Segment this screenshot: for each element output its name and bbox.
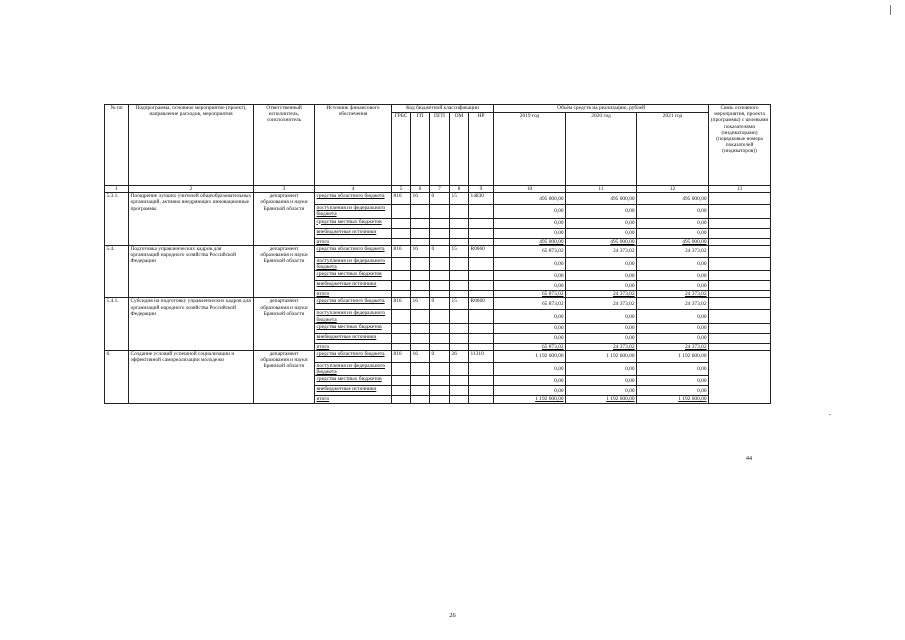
code-cell-empty — [411, 218, 430, 228]
code-cell-empty — [392, 323, 411, 333]
amount-cell: 0,00 — [637, 376, 709, 386]
header-source: Источник финансового обеспечения — [315, 105, 392, 186]
code-cell-empty — [450, 257, 469, 270]
header-grbs: ГРБС — [392, 113, 411, 186]
code-cell-empty — [411, 238, 430, 245]
code-cell-empty — [450, 386, 469, 396]
code-cell-empty — [469, 363, 494, 376]
code-cell-empty — [392, 271, 411, 281]
amount-cell: 1 192 600,00 — [637, 351, 709, 363]
code-cell-empty — [469, 257, 494, 270]
code-cell-empty — [469, 271, 494, 281]
table-row — [105, 193, 771, 205]
amount-cell: 0,00 — [566, 386, 637, 396]
amount-cell: 24 373,02 — [637, 291, 709, 298]
responsible-executor: департамент образования и науки Брянской области — [254, 245, 315, 298]
code-nr: R0660 — [469, 298, 494, 310]
code-cell-empty — [392, 396, 411, 403]
code-cell-empty — [430, 333, 450, 343]
column-number: 1 — [105, 186, 129, 193]
indicator-link-cell — [709, 323, 771, 333]
code-cell-empty — [430, 238, 450, 245]
code-grbs: 816 — [392, 351, 411, 363]
code-gp: 16 — [411, 193, 430, 205]
amount-cell: 0,00 — [566, 323, 637, 333]
code-cell-empty — [392, 238, 411, 245]
header-pgp: ПГП — [430, 113, 450, 186]
code-cell-empty — [430, 343, 450, 350]
code-om: 15 — [450, 193, 469, 205]
header-nr: НР — [469, 113, 494, 186]
header-year-2020: 2020 год — [566, 113, 637, 186]
indicator-link-cell — [709, 257, 771, 270]
funding-source: внебюджетные источники — [315, 281, 392, 291]
amount-cell: 1 192 600,00 — [566, 351, 637, 363]
amount-cell: 24 373,02 — [566, 291, 637, 298]
funding-source: средства местных бюджетов — [315, 376, 392, 386]
column-number: 5 — [392, 186, 411, 193]
indicator-link-cell — [709, 291, 771, 298]
code-cell-empty — [469, 218, 494, 228]
row-number: 6. — [105, 351, 129, 404]
amount-cell: 65 873,02 — [494, 245, 566, 257]
amount-cell: 495 000,00 — [566, 193, 637, 205]
indicator-link-number: 44 — [746, 456, 752, 462]
indicator-link-cell — [709, 228, 771, 238]
amount-cell: 0,00 — [494, 323, 566, 333]
code-cell-empty — [430, 376, 450, 386]
amount-cell: 0,00 — [637, 257, 709, 270]
code-cell-empty — [392, 218, 411, 228]
column-number: 2 — [129, 186, 254, 193]
code-cell-empty — [430, 310, 450, 323]
indicator-link-cell — [709, 218, 771, 228]
budget-table-body — [105, 193, 771, 403]
code-cell-empty — [450, 333, 469, 343]
amount-cell: 495 000,00 — [494, 193, 566, 205]
amount-cell: 0,00 — [637, 363, 709, 376]
code-nr: R0660 — [469, 245, 494, 257]
code-cell-empty — [430, 396, 450, 403]
code-cell-empty — [411, 257, 430, 270]
amount-cell: 0,00 — [566, 257, 637, 270]
code-cell-empty — [430, 257, 450, 270]
amount-cell: 0,00 — [566, 271, 637, 281]
code-cell-empty — [469, 376, 494, 386]
amount-cell: 0,00 — [566, 376, 637, 386]
row-number: 5.4.1. — [105, 298, 129, 351]
measure-name: Субсидия на подготовку управленческих кадров для организаций народного хозяйства Российской Федерации — [129, 298, 254, 351]
table-row — [105, 245, 771, 257]
funding-source: поступления из федерального бюджета — [315, 310, 392, 323]
amount-cell: 0,00 — [494, 228, 566, 238]
indicator-link-cell — [709, 205, 771, 218]
amount-cell: 1 192 600,00 — [637, 396, 709, 403]
amount-cell: 65 873,02 — [494, 343, 566, 350]
header-amount: Объём средств на реализацию, рублей — [494, 105, 709, 113]
measure-name: Подготовка управленческих кадров для организаций народного хозяйства Российской Федерации — [129, 245, 254, 298]
amount-cell: 0,00 — [494, 281, 566, 291]
scan-speck — [829, 414, 831, 415]
amount-cell: 65 873,02 — [494, 291, 566, 298]
header-om: ОМ — [450, 113, 469, 186]
funding-source: поступления из федерального бюджета — [315, 205, 392, 218]
header-gp: ГП — [411, 113, 430, 186]
column-number-row — [105, 186, 771, 193]
column-number: 9 — [469, 186, 494, 193]
page-number: 26 — [449, 612, 456, 619]
amount-cell: 0,00 — [566, 218, 637, 228]
code-cell-empty — [411, 205, 430, 218]
code-om: 26 — [450, 351, 469, 363]
code-cell-empty — [392, 333, 411, 343]
funding-source: средства местных бюджетов — [315, 323, 392, 333]
code-cell-empty — [450, 310, 469, 323]
code-cell-empty — [411, 291, 430, 298]
code-cell-empty — [392, 310, 411, 323]
amount-cell: 0,00 — [637, 386, 709, 396]
code-nr: 14830 — [469, 193, 494, 205]
code-cell-empty — [392, 376, 411, 386]
code-cell-empty — [392, 291, 411, 298]
indicator-link-cell — [709, 245, 771, 257]
code-cell-empty — [469, 343, 494, 350]
amount-cell: 0,00 — [637, 281, 709, 291]
amount-cell: 0,00 — [494, 333, 566, 343]
header-exec: Ответственный исполнитель, соисполнитель — [254, 105, 315, 186]
funding-source: итого — [315, 291, 392, 298]
amount-cell: 0,00 — [494, 205, 566, 218]
indicator-link-cell — [709, 343, 771, 350]
amount-cell: 495 000,00 — [494, 238, 566, 245]
code-cell-empty — [450, 363, 469, 376]
code-cell-empty — [392, 363, 411, 376]
header-code: Код бюджетной классификации — [392, 105, 494, 113]
code-cell-empty — [469, 323, 494, 333]
column-number: 11 — [566, 186, 637, 193]
measure-name: Создание условий успешной социализации и эффективной самореализации молодежи — [129, 351, 254, 404]
row-number: 5.4. — [105, 245, 129, 298]
amount-cell: 24 373,02 — [637, 343, 709, 350]
code-cell-empty — [430, 291, 450, 298]
amount-cell: 24 373,02 — [566, 245, 637, 257]
code-pgp: 0 — [430, 351, 450, 363]
amount-cell: 0,00 — [637, 205, 709, 218]
amount-cell: 495 000,00 — [637, 238, 709, 245]
code-cell-empty — [450, 396, 469, 403]
amount-cell: 1 192 600,00 — [494, 396, 566, 403]
responsible-executor: департамент образования и науки Брянской области — [254, 193, 315, 246]
amount-cell: 0,00 — [637, 310, 709, 323]
amount-cell: 0,00 — [637, 271, 709, 281]
code-cell-empty — [411, 386, 430, 396]
scan-mark — [890, 5, 891, 15]
indicator-link-cell — [709, 310, 771, 323]
funding-source: средства областного бюджета — [315, 193, 392, 205]
amount-cell: 0,00 — [494, 386, 566, 396]
code-gp: 16 — [411, 298, 430, 310]
amount-cell: 65 873,02 — [494, 298, 566, 310]
code-cell-empty — [411, 396, 430, 403]
indicator-link-cell — [709, 281, 771, 291]
code-cell-empty — [411, 323, 430, 333]
code-gp: 16 — [411, 351, 430, 363]
table-row — [105, 351, 771, 363]
code-cell-empty — [450, 323, 469, 333]
code-cell-empty — [450, 343, 469, 350]
indicator-link-cell — [709, 351, 771, 404]
column-number: 3 — [254, 186, 315, 193]
funding-source: поступления из федерального бюджета — [315, 257, 392, 270]
code-cell-empty — [450, 228, 469, 238]
code-grbs: 816 — [392, 298, 411, 310]
code-cell-empty — [430, 218, 450, 228]
code-cell-empty — [469, 205, 494, 218]
funding-source: средства местных бюджетов — [315, 218, 392, 228]
code-om: 15 — [450, 245, 469, 257]
code-cell-empty — [411, 333, 430, 343]
amount-cell: 0,00 — [637, 333, 709, 343]
funding-source: средства областного бюджета — [315, 298, 392, 310]
column-number: 10 — [494, 186, 566, 193]
header-name: Подпрограмма, основное мероприятие (проект), направление расходов, мероприятия — [129, 105, 254, 186]
code-cell-empty — [450, 271, 469, 281]
row-number: 5.3.1. — [105, 193, 129, 246]
code-cell-empty — [411, 343, 430, 350]
code-cell-empty — [430, 323, 450, 333]
responsible-executor: департамент образования и науки Брянской области — [254, 351, 315, 404]
column-number: 12 — [637, 186, 709, 193]
code-cell-empty — [430, 271, 450, 281]
amount-cell: 24 373,02 — [637, 298, 709, 310]
code-cell-empty — [469, 238, 494, 245]
code-cell-empty — [392, 257, 411, 270]
amount-cell: 0,00 — [494, 271, 566, 281]
amount-cell: 0,00 — [494, 363, 566, 376]
funding-source: внебюджетные источники — [315, 333, 392, 343]
indicator-link-cell — [709, 298, 771, 310]
measure-name: Поощрение лучших учителей общеобразовательных организаций, активно внедряющих инновационные программы — [129, 193, 254, 246]
responsible-executor: департамент образования и науки Брянской области — [254, 298, 315, 351]
funding-source: итого — [315, 343, 392, 350]
amount-cell: 0,00 — [637, 323, 709, 333]
amount-cell: 0,00 — [566, 205, 637, 218]
funding-source: итого — [315, 396, 392, 403]
amount-cell: 0,00 — [566, 310, 637, 323]
amount-cell: 1 192 600,00 — [566, 396, 637, 403]
code-cell-empty — [430, 281, 450, 291]
header-link: Связь основного мероприятия, проекта (программы) с целевыми показателями (индикаторами) (порядковые номера показателей (индикаторов)) — [709, 105, 771, 186]
funding-source: поступления из федерального бюджета — [315, 363, 392, 376]
code-cell-empty — [430, 363, 450, 376]
indicator-link-cell — [709, 193, 771, 205]
amount-cell: 24 373,02 — [566, 343, 637, 350]
amount-cell: 24 373,02 — [637, 245, 709, 257]
code-cell-empty — [411, 376, 430, 386]
code-cell-empty — [392, 343, 411, 350]
code-pgp: 0 — [430, 245, 450, 257]
funding-source: внебюджетные источники — [315, 386, 392, 396]
code-cell-empty — [411, 363, 430, 376]
code-nr: 11310 — [469, 351, 494, 363]
amount-cell: 0,00 — [566, 363, 637, 376]
code-cell-empty — [469, 333, 494, 343]
code-cell-empty — [450, 238, 469, 245]
code-cell-empty — [450, 205, 469, 218]
code-grbs: 816 — [392, 245, 411, 257]
code-cell-empty — [411, 310, 430, 323]
column-number: 7 — [430, 186, 450, 193]
header-year-2021: 2021 год — [637, 113, 709, 186]
code-om: 15 — [450, 298, 469, 310]
indicator-link-cell — [709, 238, 771, 245]
code-grbs: 816 — [392, 193, 411, 205]
code-cell-empty — [411, 271, 430, 281]
code-cell-empty — [450, 218, 469, 228]
code-cell-empty — [430, 205, 450, 218]
budget-table — [104, 104, 771, 404]
funding-source: итого — [315, 238, 392, 245]
code-cell-empty — [469, 386, 494, 396]
code-cell-empty — [450, 281, 469, 291]
code-cell-empty — [450, 376, 469, 386]
column-number: 4 — [315, 186, 392, 193]
amount-cell: 24 373,02 — [566, 298, 637, 310]
header-year-2019: 2019 год — [494, 113, 566, 186]
code-cell-empty — [469, 396, 494, 403]
amount-cell: 1 192 600,00 — [494, 351, 566, 363]
amount-cell: 0,00 — [566, 228, 637, 238]
header-no: № пп — [105, 105, 129, 186]
amount-cell: 495 000,00 — [566, 238, 637, 245]
code-pgp: 0 — [430, 298, 450, 310]
code-cell-empty — [450, 291, 469, 298]
amount-cell: 0,00 — [494, 257, 566, 270]
column-number: 6 — [411, 186, 430, 193]
funding-source: средства местных бюджетов — [315, 271, 392, 281]
code-cell-empty — [469, 310, 494, 323]
column-number: 8 — [450, 186, 469, 193]
code-cell-empty — [469, 228, 494, 238]
amount-cell: 0,00 — [566, 281, 637, 291]
amount-cell: 495 000,00 — [637, 193, 709, 205]
amount-cell: 0,00 — [637, 218, 709, 228]
table-row — [105, 298, 771, 310]
funding-source: средства областного бюджета — [315, 245, 392, 257]
code-cell-empty — [392, 386, 411, 396]
code-pgp: 0 — [430, 193, 450, 205]
funding-source: внебюджетные источники — [315, 228, 392, 238]
code-cell-empty — [392, 281, 411, 291]
code-cell-empty — [430, 228, 450, 238]
indicator-link-cell — [709, 271, 771, 281]
funding-source: средства областного бюджета — [315, 351, 392, 363]
amount-cell: 0,00 — [494, 218, 566, 228]
indicator-link-cell — [709, 333, 771, 343]
code-cell-empty — [411, 228, 430, 238]
amount-cell: 0,00 — [494, 310, 566, 323]
code-cell-empty — [430, 386, 450, 396]
amount-cell: 0,00 — [494, 376, 566, 386]
code-cell-empty — [392, 228, 411, 238]
code-gp: 16 — [411, 245, 430, 257]
column-number: 13 — [709, 186, 771, 193]
code-cell-empty — [392, 205, 411, 218]
code-cell-empty — [469, 291, 494, 298]
code-cell-empty — [469, 281, 494, 291]
amount-cell: 0,00 — [566, 333, 637, 343]
code-cell-empty — [411, 281, 430, 291]
amount-cell: 0,00 — [637, 228, 709, 238]
